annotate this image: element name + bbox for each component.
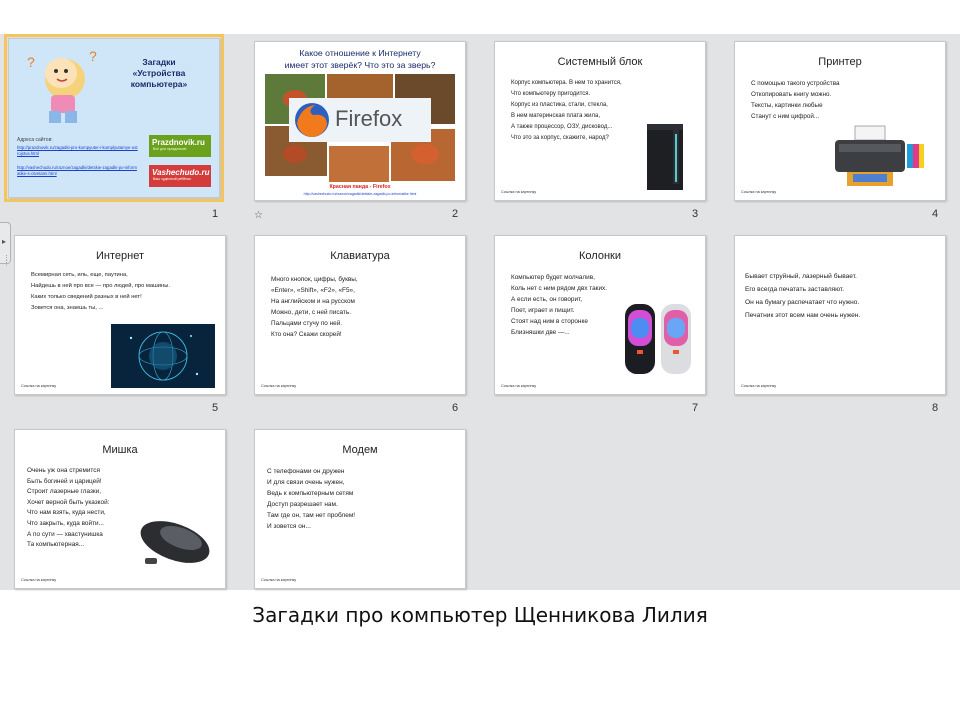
printer-image — [829, 124, 925, 194]
svg-text:?: ? — [27, 54, 35, 70]
slide-thumbnail-6[interactable] — [254, 235, 466, 395]
cartoon-character-image — [23, 43, 113, 133]
slide-thumbnail-7[interactable] — [494, 235, 706, 395]
slide-8-body: Бывает струйный, лазерный бывает. Его всегда печатать заставляют. Он на бумагу распечатает что нужно. Печатник этот всем нам очень нужен. — [745, 273, 861, 319]
firefox-icon — [293, 101, 331, 139]
firefox-logo-text: Firefox — [335, 106, 403, 131]
slide-10-title: Модем — [342, 444, 378, 456]
slide-9-footer: Ссылка на картинку — [21, 578, 57, 582]
slide-5-body: Всемирная сеть, иль, еще, паутина, Найдешь в ней про все — про людей, про машины. Каких только сведений разных в ней нет! Зовется она, знаешь ты, ... — [31, 272, 170, 311]
slide-thumbnail-8[interactable] — [734, 235, 946, 395]
slide-sorter-area — [0, 34, 960, 590]
internet-globe-image — [111, 324, 215, 388]
slide-3-body: Корпус компьютера. В нем то хранится, Что компьютеру пригодится. Корпус из пластика, стали, стекла, В нем материнская плата жила, А также процессор, ОЗУ, дисковод... Что это за корпус, скажите, народ? — [511, 80, 622, 141]
slide-7-title: Колонки — [579, 250, 621, 262]
slide-1-address-label: Адреса сайтов: — [17, 137, 53, 143]
slide-10-footer: Ссылка на картинку — [261, 578, 297, 582]
slide-2-title: Какое отношение к Интернету имеет этот зверёк? Что это за зверь? — [284, 48, 436, 70]
slide-number-8: 8 — [932, 402, 939, 414]
vashechudo-logo-subtitle: Ваш чудесный ребёнок — [153, 177, 191, 181]
slide-number-2: 2 — [452, 208, 459, 220]
svg-text:?: ? — [89, 48, 97, 64]
speakers-image — [619, 300, 699, 376]
firefox-logo — [289, 98, 431, 142]
slide-number-1: 1 — [212, 208, 219, 220]
slide-7-body: Компьютер будет молчалив, Коль нет с ним рядом двх таких. А если есть, он говорит, Поет, играет и пищит. Стоят над ним в сторонке Близняшки две —... — [511, 274, 608, 336]
slide-4-body: С помощью такого устройства Откопировать книгу можно. Тексты, картинки любые Станут с ним цифрой... — [751, 80, 840, 120]
slide-number-5: 5 — [212, 402, 219, 414]
drag-handle-icon[interactable]: ⋮ ⋮ — [3, 255, 10, 267]
slide-5-footer: Ссылка на картинку — [21, 384, 57, 388]
system-unit-image — [643, 122, 689, 194]
slide-2-link[interactable]: http://vashechudo.ru/raznoe/zagadki/detskie-zagadki-po-informatike.html — [303, 192, 417, 196]
chevron-right-icon: ▸ — [2, 237, 7, 246]
slide-1-link-1[interactable]: http://prazdnovik.ru/zagadki-pro-kompyuter-i-komplyutarnye-ustrojstva.html — [17, 145, 138, 156]
slide-8-footer: Ссылка на картинку — [741, 384, 777, 388]
slide-number-7: 7 — [692, 402, 699, 414]
slide-number-4: 4 — [932, 208, 939, 220]
vashechudo-logo-text: Vashechudo.ru — [152, 168, 210, 177]
slide-1-title: Загадки «Устройства компьютера» — [130, 57, 188, 89]
slide-6-body: Много кнопок, цифры, буквы, «Enter», «Shift», «F2», «F5», На английском и на русском Можно, дети, с ней писать. Пальцами стучу по ней. Кто она? Скажи скорей! — [271, 276, 358, 338]
prazdnovik-logo-subtitle: Всё для праздников! — [153, 147, 187, 151]
slide-number-3: 3 — [692, 208, 699, 220]
slide-10-body: С телефонами он дружен И для связи очень нужен, Ведь к компьютерным сетям Доступ разрешает нам. Там где он, там нет проблем! И зовется он... — [267, 468, 356, 530]
slide-1-link-2[interactable]: http://vashechudo.ru/raznoe/zagadki/detskie-zagadki-po-informatike-s-otvetami.html — [17, 165, 137, 176]
slide-thumbnail-10[interactable] — [254, 429, 466, 589]
slide-6-footer: Ссылка на картинку — [261, 384, 297, 388]
slide-thumbnail-5[interactable] — [14, 235, 226, 395]
prazdnovik-logo-text: Prazdnovik.ru — [152, 138, 205, 147]
slide-9-body: Очень уж она стремится Быть богиней и царицей! Строит лазерные глазки, Хочет верной быть указкой: Что нам взять, куда нести, Что закрыть, куда войти... А по сути — хвастунишка Та компьютерная... — [27, 467, 110, 549]
slide-thumbnail-1[interactable] — [8, 38, 220, 198]
slide-7-footer: Ссылка на картинку — [501, 384, 537, 388]
slide-thumbnail-4[interactable] — [734, 41, 946, 201]
slide-thumbnail-9[interactable] — [14, 429, 226, 589]
slide-number-6: 6 — [452, 402, 459, 414]
slide-5-title: Интернет — [96, 250, 144, 262]
page-caption: Загадки про компьютер Щенникова Лилия — [252, 603, 708, 627]
slide-2-caption: Красная панда - Firefox — [329, 184, 391, 190]
slide-thumbnail-3[interactable] — [494, 41, 706, 201]
slide-6-title: Клавиатура — [330, 250, 390, 262]
animation-star-icon[interactable]: ☆ — [254, 210, 263, 221]
slide-thumbnail-2[interactable] — [254, 41, 466, 201]
slide-3-footer: Ссылка на картинку — [501, 190, 537, 194]
slide-9-title: Мишка — [102, 444, 138, 456]
slide-3-title: Системный блок — [557, 56, 643, 68]
slide-4-footer: Ссылка на картинку — [741, 190, 777, 194]
computer-mouse-image — [135, 520, 215, 570]
slide-4-title: Принтер — [818, 56, 862, 68]
vashechudo-logo — [149, 165, 211, 187]
prazdnovik-logo — [149, 135, 211, 157]
